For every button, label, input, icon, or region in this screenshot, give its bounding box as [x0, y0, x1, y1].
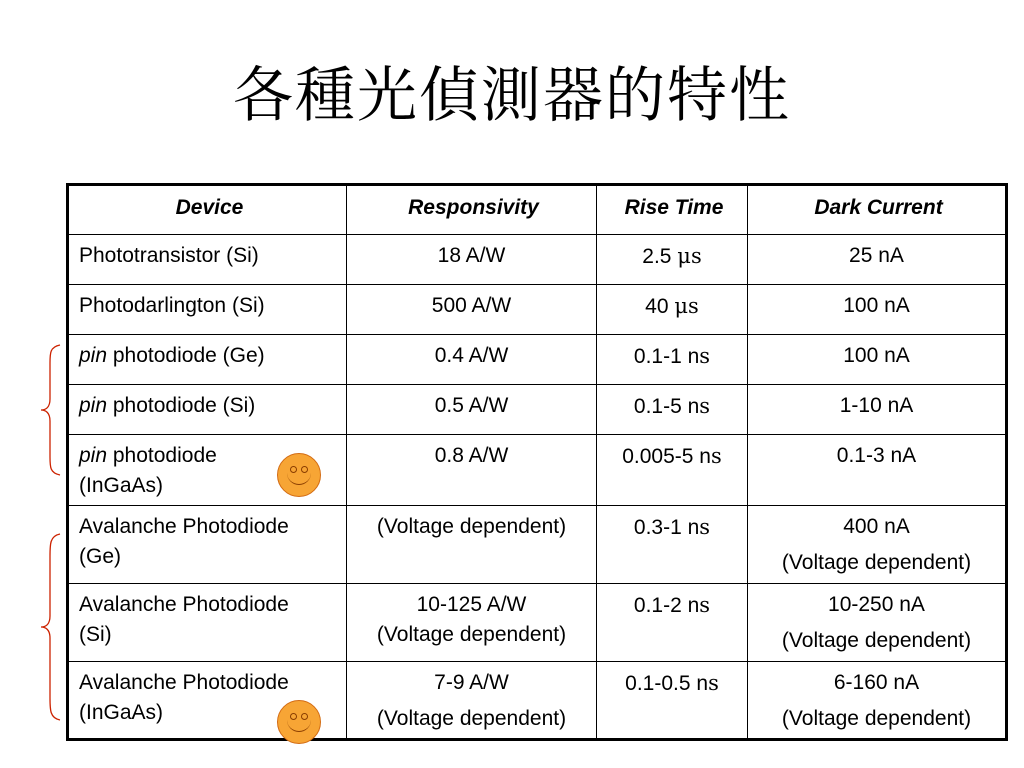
- rise-time-unit: μs: [674, 294, 699, 318]
- table-row: [68, 235, 1007, 285]
- responsivity-cell: 0.5 A/W: [347, 385, 597, 435]
- table-row: [68, 584, 1007, 662]
- dark-current-cell: [748, 662, 1007, 740]
- rise-time-value: 0.1-1 n: [633, 345, 700, 368]
- smiley-face-icon: [277, 453, 321, 497]
- dark-current-cell: 25 nA: [748, 235, 1007, 285]
- rise-time-unit: s: [708, 671, 719, 695]
- responsivity-cell: 0.4 A/W: [347, 335, 597, 385]
- device-line2: (InGaAs): [79, 701, 164, 724]
- smiley-face-icon: [277, 700, 321, 744]
- responsivity-line2: (Voltage dependent): [376, 623, 567, 646]
- device-line2: (Ge): [79, 545, 121, 568]
- device-cell: Phototransistor (Si): [68, 235, 347, 285]
- dark-line1: 10-250 nA: [828, 593, 925, 616]
- table-row: [68, 385, 1007, 435]
- device-prefix: pin: [79, 344, 108, 367]
- responsivity-line1: 7-9 A/W: [434, 671, 509, 694]
- dark-current-cell: [748, 506, 1007, 584]
- rise-time-value: 0.1-0.5 n: [625, 672, 709, 695]
- device-cell: [68, 385, 347, 435]
- dark-current-cell: 100 nA: [748, 285, 1007, 335]
- responsivity-line2: (Voltage dependent): [376, 707, 567, 730]
- header-device: Device: [68, 185, 347, 235]
- table-row: [68, 285, 1007, 335]
- device-suffix: photodiode: [107, 444, 217, 467]
- device-cell: [68, 506, 347, 584]
- smile-icon: [287, 470, 311, 485]
- dark-line1: 6-160 nA: [833, 671, 920, 694]
- device-prefix: pin: [79, 394, 108, 417]
- rise-time-value: 0.1-5 n: [633, 395, 700, 418]
- dark-current-cell: [748, 584, 1007, 662]
- rise-time-cell: [597, 506, 748, 584]
- responsivity-cell: (Voltage dependent): [347, 506, 597, 584]
- table-row: [68, 335, 1007, 385]
- header-rise-time: Rise Time: [597, 185, 748, 235]
- device-line1: Avalanche Photodiode: [79, 515, 289, 538]
- left-curly-brace-icon: [38, 532, 64, 722]
- dark-line1: 400 nA: [843, 515, 910, 538]
- device-line1: Avalanche Photodiode: [79, 593, 289, 616]
- rise-time-cell: [597, 662, 748, 740]
- responsivity-cell: 0.8 A/W: [347, 435, 597, 506]
- rise-time-value: 0.3-1 n: [633, 516, 700, 539]
- dark-current-cell: 0.1-3 nA: [748, 435, 1007, 506]
- rise-time-value: 0.005-5 n: [622, 445, 711, 468]
- dark-current-cell: 100 nA: [748, 335, 1007, 385]
- device-prefix: pin: [79, 444, 108, 467]
- rise-time-cell: [597, 385, 748, 435]
- responsivity-cell: [347, 584, 597, 662]
- slide-title: 各種光偵測器的特性: [233, 61, 791, 131]
- rise-time-cell: [597, 285, 748, 335]
- rise-time-unit: s: [699, 344, 711, 368]
- device-line2: (Si): [79, 623, 112, 646]
- rise-time-unit: μs: [677, 244, 702, 268]
- table-row: [68, 506, 1007, 584]
- device-line2: (InGaAs): [79, 474, 164, 497]
- device-cell: Photodarlington (Si): [68, 285, 347, 335]
- rise-time-value: 40: [645, 295, 675, 318]
- device-suffix: photodiode (Ge): [107, 344, 265, 367]
- header-responsivity: Responsivity: [347, 185, 597, 235]
- device-cell: [68, 335, 347, 385]
- rise-time-cell: [597, 584, 748, 662]
- dark-line2: (Voltage dependent): [781, 551, 972, 574]
- photodetector-table: [66, 183, 1008, 741]
- device-suffix: photodiode (Si): [107, 394, 256, 417]
- header-row: [68, 185, 1007, 235]
- dark-current-cell: 1-10 nA: [748, 385, 1007, 435]
- left-curly-brace-icon: [38, 343, 64, 477]
- responsivity-line1: 10-125 A/W: [416, 593, 527, 616]
- rise-time-value: 2.5: [642, 245, 678, 268]
- rise-time-unit: s: [699, 593, 711, 617]
- device-cell: [68, 584, 347, 662]
- responsivity-cell: 18 A/W: [347, 235, 597, 285]
- rise-time-unit: s: [699, 394, 711, 418]
- rise-time-cell: [597, 335, 748, 385]
- device-line1: Avalanche Photodiode: [79, 671, 289, 694]
- rise-time-unit: s: [710, 444, 722, 468]
- dark-line2: (Voltage dependent): [781, 629, 972, 652]
- rise-time-cell: [597, 435, 748, 506]
- responsivity-cell: [347, 662, 597, 740]
- dark-line2: (Voltage dependent): [781, 707, 972, 730]
- table-row: [68, 662, 1007, 740]
- table-row: [68, 435, 1007, 506]
- header-dark-current: Dark Current: [748, 185, 1007, 235]
- responsivity-cell: 500 A/W: [347, 285, 597, 335]
- rise-time-unit: s: [699, 515, 711, 539]
- smile-icon: [287, 717, 311, 732]
- rise-time-value: 0.1-2 n: [633, 594, 700, 617]
- rise-time-cell: [597, 235, 748, 285]
